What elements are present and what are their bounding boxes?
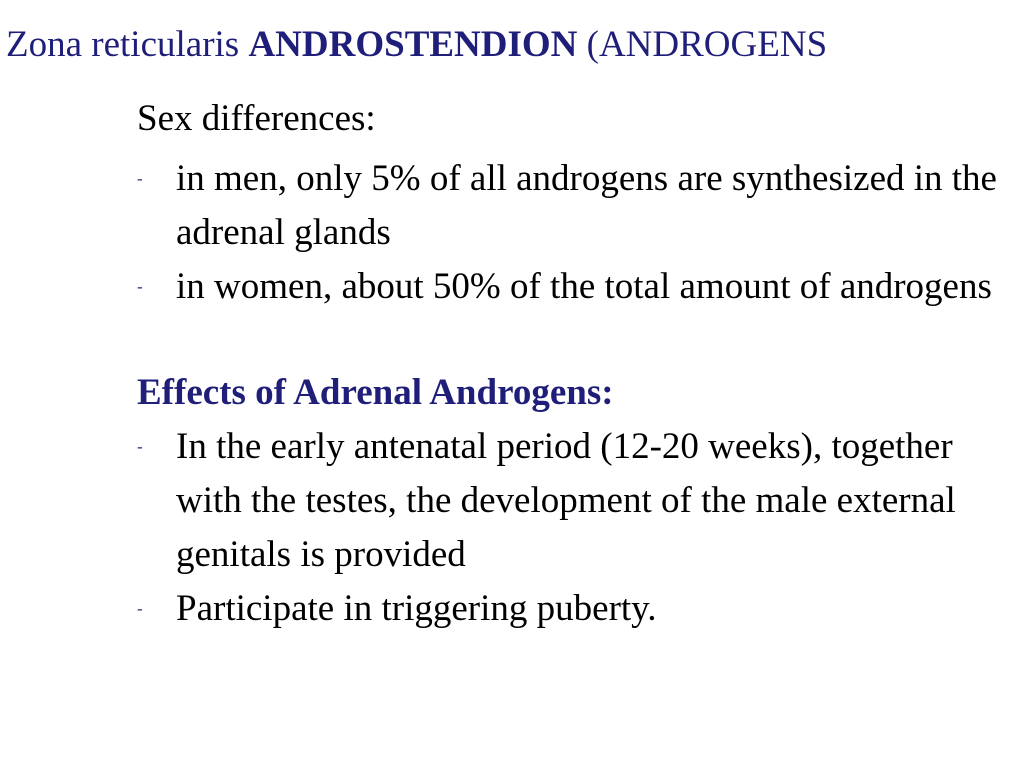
- effects-heading: Effects of Adrenal Androgens:: [137, 372, 614, 413]
- effects-bullet-1: [137, 420, 1017, 582]
- bullet-marker: -: [137, 277, 143, 296]
- title-prefix: Zona reticularis: [6, 24, 249, 65]
- bullet-marker: -: [137, 599, 143, 618]
- sex-differences-bullet-1: [137, 152, 1017, 260]
- sex-differences-bullet-2: [137, 260, 1017, 314]
- bullet-text: Participate in triggering puberty.: [176, 588, 657, 629]
- title-suffix: (ANDROGENS: [577, 24, 828, 65]
- bullet-text: In the early antenatal period (12-20 weeks), together with the testes, the development of the male external genitals is provided: [176, 426, 956, 575]
- title-keyword: ANDROSTENDION: [248, 24, 578, 65]
- bullet-marker: -: [137, 169, 143, 188]
- bullet-marker: -: [137, 437, 143, 456]
- effects-bullet-2: [137, 582, 1017, 636]
- spacer: [137, 314, 1017, 366]
- bullet-text: in men, only 5% of all androgens are synthesized in the adrenal glands: [176, 158, 997, 253]
- bullet-text: in women, about 50% of the total amount of androgens: [176, 266, 992, 307]
- slide-body: [137, 92, 1017, 636]
- slide-title: [6, 20, 827, 70]
- sex-differences-heading: Sex differences:: [137, 98, 376, 139]
